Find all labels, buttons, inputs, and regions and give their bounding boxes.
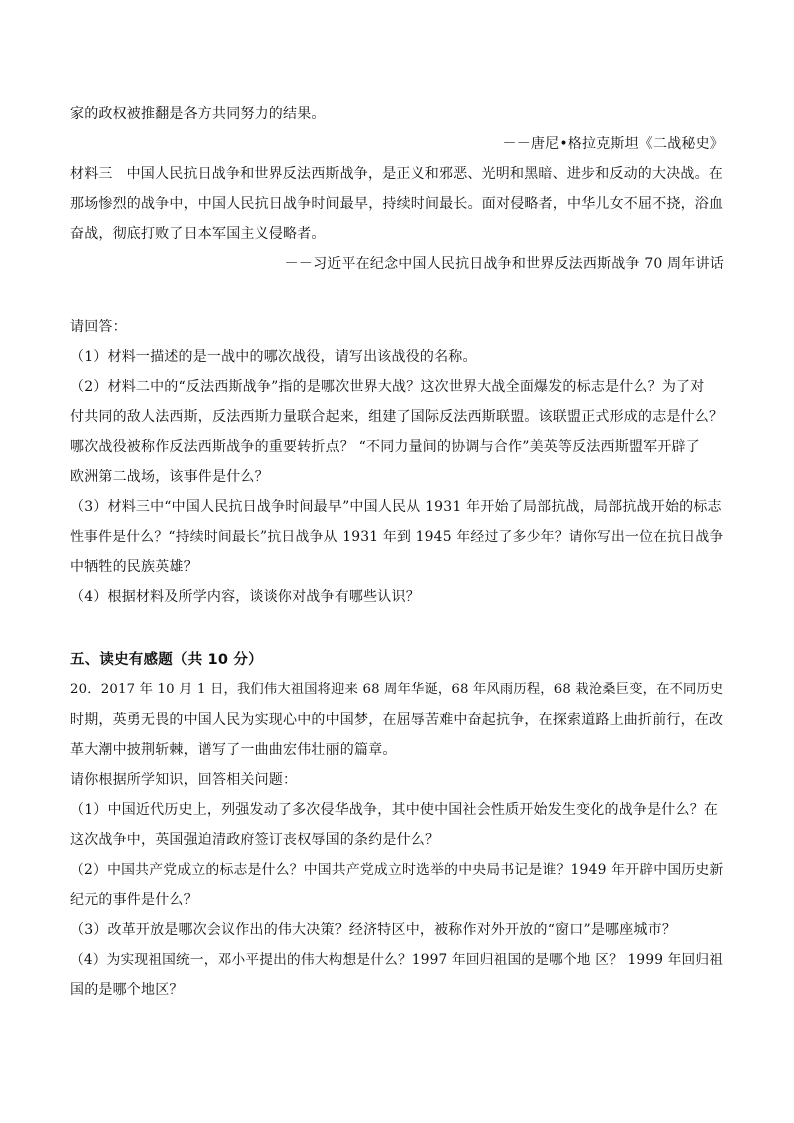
q20-4-line-2: 国的是哪个地区？: [70, 982, 184, 998]
spacer: [70, 612, 724, 645]
page-content: [70, 99, 724, 1005]
q19-3-line-3: 中牺牲的民族英雄？: [70, 559, 198, 575]
q19-3-line-1: （3）材料三中“中国人民抗日战争时间最早”中国人民从 1931 年开始了局部抗战，局部抗战开始的标志: [70, 499, 722, 515]
q20-intro-line-1: 20．2017 年 10 月 1 日，我们伟大祖国将迎来 68 周年华诞，68 年风雨历程，68 栽沧桑巨变，在不同历史: [70, 682, 724, 697]
material2-end-line: 家的政权被推翻是各方共同努力的结果。: [70, 106, 326, 122]
material3-source: －－习近平在纪念中国人民抗日战争和世界反法西斯战争 70 周年讲话: [284, 256, 724, 272]
q20-intro-line-2: 时期，英勇无畏的中国人民为实现心中的中国梦，在屈辱苦难中奋起抗争，在探索道路上曲折前行，在改: [70, 712, 724, 728]
q19-1: （1）材料一描述的是一战中的哪次战役，请写出该战役的名称。: [70, 349, 477, 365]
q19-4: （4）根据材料及所学内容，谈谈你对战争有哪些认识？: [70, 589, 420, 605]
material3-line-3: 奋战，彻底打败了日本军国主义侵略者。: [70, 226, 326, 242]
q19-3-line-2: 性事件是什么？“持续时间最长”抗日战争从 1931 年到 1945 年经过了多少年？请你写出一位在抗日战争: [70, 529, 724, 545]
material3-line-2: 那场惨烈的战争中，中国人民抗日战争时间最早，持续时间最长。面对侵略者，中华儿女不屈不挠，浴血: [70, 196, 724, 212]
material2-source: －－唐尼•格拉克斯坦《二战秘史》: [502, 136, 724, 152]
spacer: [70, 279, 724, 312]
q20-2-line-2: 纪元的事件是什么？: [70, 892, 198, 908]
material3-line-1: [70, 159, 724, 189]
q20-intro-line-3: 革大潮中披荆斩棘，谱写了一曲曲宏伟壮丽的篇章。: [70, 742, 397, 758]
q20-1-line-2: 这次战争中，英国强迫清政府签订丧权辱国的条约是什么？: [70, 832, 440, 848]
q19-2-line-2: 付共同的敌人法西斯，反法西斯力量联合起来，组建了国际反法西斯联盟。该联盟正式形成的志是什么？: [70, 409, 724, 425]
material3-text-1: 中国人民抗日战争和世界反法西斯战争，是正义和邪恶、光明和黑暗、进步和反动的大决战。在: [126, 166, 724, 182]
q20-4-line-1: （4）为实现祖国统一，邓小平提出的伟大构想是什么？1997 年回归祖国的是哪个地 区？ 1999 年回归祖: [70, 952, 724, 968]
section5-title: 五、读史有感题（共 10 分）: [70, 652, 263, 668]
q19-2-line-4: 欧洲第二战场，该事件是什么？: [70, 469, 269, 485]
q20-3: （3）改革开放是哪次会议作出的伟大决策？经济特区中，被称作对外开放的“窗口”是哪座城市？: [70, 922, 677, 938]
q19-2-line-1: （2）材料二中的“反法西斯战争”指的是哪次世界大战？这次世界大战全面爆发的标志是什么？为了对: [70, 379, 705, 395]
q19-2-line-3: 哪次战役被称作反法西斯战争的重要转折点？ “不同力量间的协调与合作”美英等反法西斯盟军开辟了: [70, 439, 700, 455]
q20-1-line-1: （1）中国近代历史上，列强发动了多次侵华战争，其中使中国社会性质开始发生变化的战争是什么？在: [70, 802, 719, 818]
q19-prompt: 请回答：: [70, 319, 127, 335]
q20-prompt: 请你根据所学知识，回答相关问题：: [70, 772, 298, 788]
q20-2-line-1: （2）中国共产党成立的标志是什么？中国共产党成立时选举的中央局书记是谁？1949 年开辟中国历史新: [70, 862, 724, 878]
material3-label: 材料三: [70, 166, 113, 182]
